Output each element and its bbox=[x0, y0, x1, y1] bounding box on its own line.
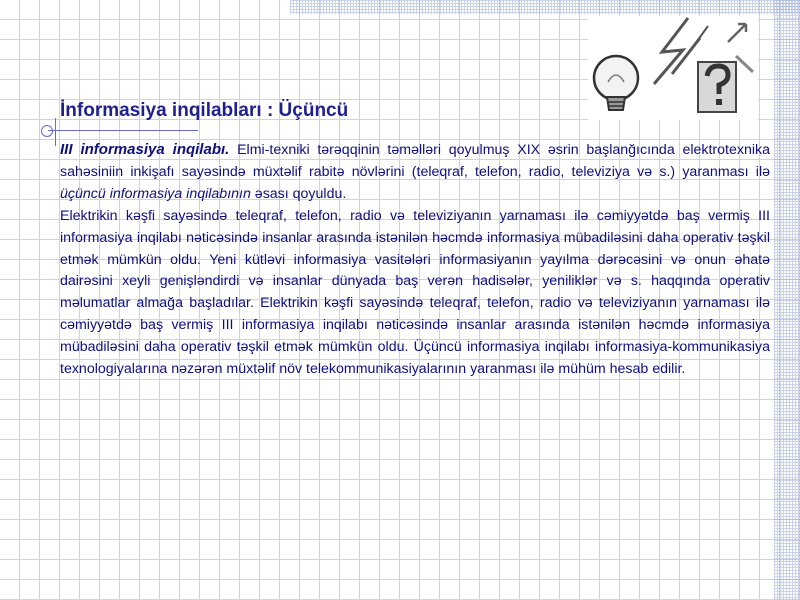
title-decoration-vline bbox=[55, 118, 56, 146]
paragraph-1-text-a: Elmi-texniki tərəqqinin təməlləri qoyulmuş XIX əsrin başlanğıcında elektrotexnika sahəsiniin inkişafı sayəsində müxtəlif rabitə növlərini (teleqraf, telefon, radio, televiziya və s.) yaranması ilə bbox=[60, 142, 770, 180]
paragraph-1 bbox=[60, 139, 770, 206]
paragraph-1-text-b: əsası qoyuldu. bbox=[250, 185, 347, 202]
paragraph-1-emphasis: üçüncü informasiya inqilabının bbox=[60, 185, 251, 202]
decorative-right-band bbox=[774, 0, 800, 600]
slide-title: İnformasiya inqilabları : Üçüncü bbox=[60, 100, 349, 121]
paragraph-lead: III informasiya inqilabı. bbox=[60, 141, 230, 158]
light-bulb-question-mark-icon bbox=[588, 12, 758, 120]
title-decoration-circle bbox=[41, 125, 53, 137]
paragraph-2: Elektrikin kəşfi sayəsində teleqraf, telefon, radio və televiziyanın yarnaması ilə cəmiyyətdə baş vermiş III informasiya inqilabı nəticəsində insanlar arasında istənilən həcmdə informasiya mübadiləsini daha operativ təşkil etmək mümkün oldu. Yeni kütləvi informasiya vasitələri informasiyanın yayılma dərəcəsini və onun əhatə dairəsini xeyli genişləndirdi və insanlar dünyada baş verən hadisələr, yeniliklər və s. haqqında operativ məlumatlar almağa başladılar. Elektrikin kəşfi sayəsində teleqraf, telefon, radio və televiziyanın yarnaması ilə cəmiyyətdə baş vermiş III informasiya inqilabı nəticəsində insanlar arasında istənilən həcmdə informasiya mübadiləsini daha operativ təşkil etmək mümkün oldu. Üçüncü informasiya inqilabı informasiya-kommunikasiya texnologiyalarına nəzərən müxtəlif növ telekommunikasiyalarının yaranması ilə mühüm hesab edilir. bbox=[60, 207, 770, 378]
slide-body bbox=[60, 139, 770, 381]
title-underline bbox=[48, 130, 198, 131]
